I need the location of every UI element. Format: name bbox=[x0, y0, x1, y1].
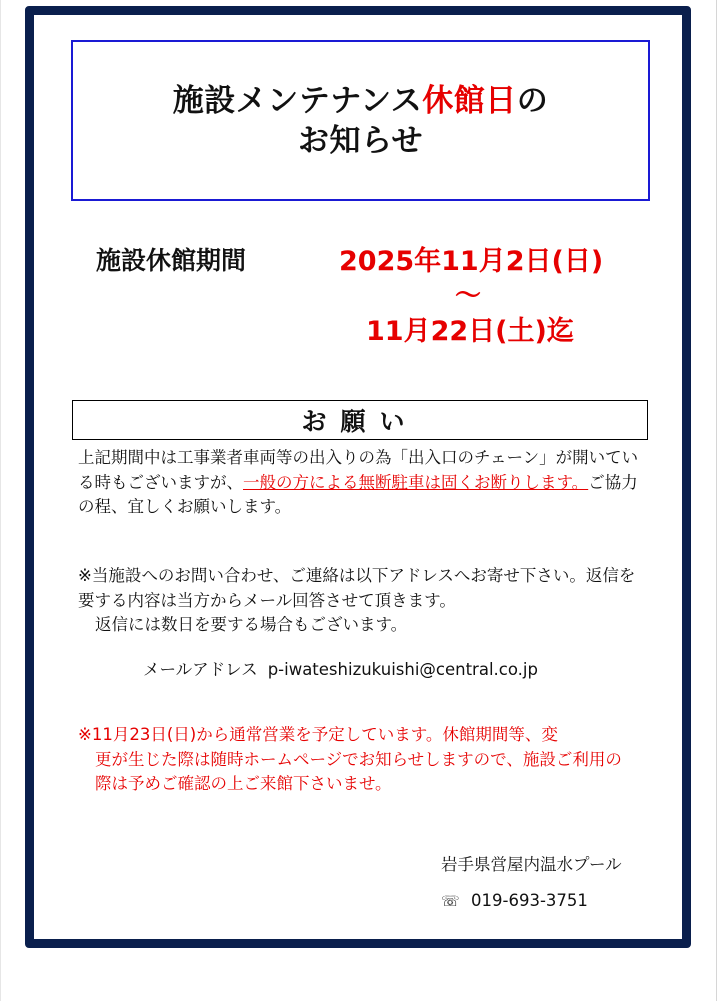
title-closure-highlight: 休館日 bbox=[422, 82, 517, 119]
title-line-1 bbox=[173, 81, 549, 121]
mail-label: メールアドレス bbox=[143, 660, 258, 679]
title-text-c: の bbox=[516, 82, 549, 119]
reopen-text-2: 更が生じた際は随時ホームページでお知らせしますので、施設ご利用の際は予めご確認の上ご来館下さいませ。 bbox=[95, 749, 622, 793]
request-heading: お願い bbox=[301, 407, 419, 436]
reopen-text-1: ※11月23日(日)から通常営業を予定しています。休館期間等、変 bbox=[78, 725, 558, 744]
reopen-paragraph bbox=[78, 723, 638, 797]
mail-address[interactable]: p-iwateshizukuishi@central.co.jp bbox=[267, 660, 538, 679]
mail-row bbox=[143, 656, 538, 680]
phone-icon: ☏ bbox=[441, 892, 460, 910]
period-end-date: 11月22日(土)迄 bbox=[366, 316, 574, 347]
request-text-c: ご協力の程、宜しくお願いします。 bbox=[78, 472, 638, 516]
contact-text-1: ※当施設へのお問い合わせ、ご連絡は以下アドレスへお寄せ下さい。返信を要する内容は当方からメール回答させて頂きます。 bbox=[78, 566, 636, 610]
contact-paragraph bbox=[78, 564, 638, 638]
no-parking-warning: 一般の方による無断駐車は固くお断りします。 bbox=[243, 472, 589, 492]
period-label: 施設休館期間 bbox=[96, 246, 247, 275]
contact-text-2: 返信には数日を要する場合もございます。 bbox=[95, 615, 408, 634]
title-line-2: お知らせ bbox=[297, 122, 424, 159]
phone-number[interactable]: 019-693-3751 bbox=[471, 891, 588, 910]
request-text-a: 上記期間中は工事業者車両等の出入りの為「出入口のチェーン」が開いている時もございますが、 bbox=[78, 448, 639, 492]
period-start-date: 2025年11月2日(日) bbox=[339, 246, 604, 277]
title-text-a: 施設メンテナンス bbox=[172, 82, 423, 119]
organization-name: 岩手県営屋内温水プール bbox=[441, 855, 622, 874]
page-edge-left bbox=[0, 0, 1, 1001]
title-box bbox=[71, 40, 650, 201]
phone-row bbox=[441, 891, 588, 910]
request-paragraph bbox=[78, 446, 648, 520]
period-tilde: ～ bbox=[455, 281, 482, 311]
request-heading-box bbox=[72, 400, 648, 440]
page-edge-right bbox=[716, 0, 717, 1001]
